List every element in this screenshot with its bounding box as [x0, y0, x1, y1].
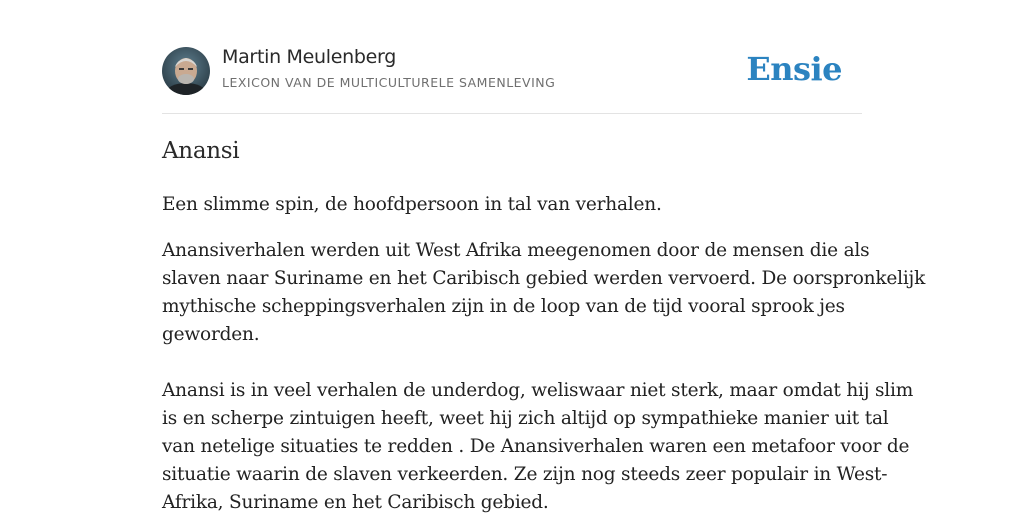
article-paragraph-2	[162, 377, 913, 517]
paragraph-line: geworden.	[162, 324, 260, 345]
author-avatar[interactable]	[162, 47, 210, 95]
paragraph-line: is en scherpe zintuigen heeft, weet hij zich altijd op sympathieke manier uit tal	[162, 408, 889, 429]
author-portrait-icon	[162, 47, 210, 95]
paragraph-line: Afrika, Suriname en het Caribisch gebied.	[162, 492, 549, 513]
paragraph-line: Anansiverhalen werden uit West Afrika meegenomen door de mensen die als	[162, 240, 870, 261]
article-lead: Een slimme spin, de hoofdpersoon in tal van verhalen.	[162, 194, 662, 215]
paragraph-line: situatie waarin de slaven verkeerden. Ze zijn nog steeds zeer populair in West-	[162, 464, 888, 485]
paragraph-line: van netelige situaties te redden . De Anansiverhalen waren een metafoor voor de	[162, 436, 910, 457]
article-title: Anansi	[162, 138, 240, 164]
article-page	[162, 0, 926, 513]
publication-name[interactable]: LEXICON VAN DE MULTICULTURELE SAMENLEVING	[222, 75, 556, 90]
author-header	[162, 0, 862, 114]
brand-logo[interactable]: Ensie	[746, 50, 842, 88]
paragraph-line: Anansi is in veel verhalen de underdog, weliswaar niet sterk, maar omdat hij slim	[162, 380, 914, 401]
article-paragraph-1	[162, 237, 925, 349]
paragraph-line: mythische scheppingsverhalen zijn in de loop van de tijd vooral sprook jes	[162, 296, 845, 317]
paragraph-line: slaven naar Suriname en het Caribisch gebied werden vervoerd. De oorspronkelijk	[162, 268, 926, 289]
author-name[interactable]: Martin Meulenberg	[222, 46, 396, 68]
